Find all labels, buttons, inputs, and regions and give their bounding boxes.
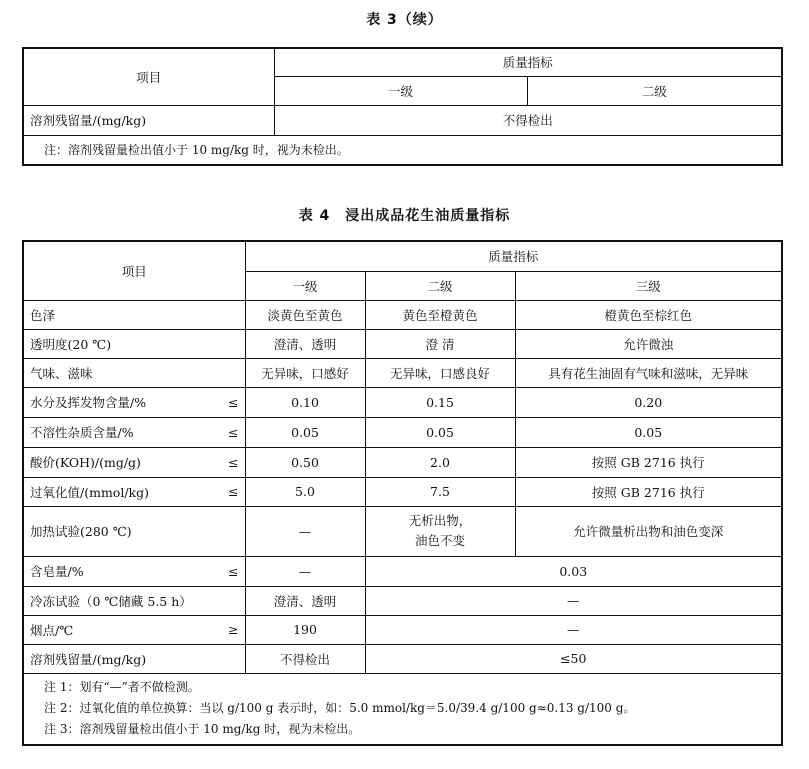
table-row	[23, 300, 782, 329]
ge-symbol: ≥	[228, 622, 239, 637]
row-cell: 不得检出	[245, 644, 365, 673]
table3-header-grade1: 一级	[274, 76, 527, 105]
row-cell	[365, 506, 515, 556]
row-cell: 0.05	[245, 417, 365, 447]
row-cell: 具有花生油固有气味和滋味，无异味	[515, 358, 782, 387]
row-cell: 0.05	[515, 417, 782, 447]
row-cell: 澄清、透明	[245, 329, 365, 358]
table4-header-grade2: 二级	[365, 271, 515, 300]
row-cell: 澄清、透明	[245, 586, 365, 615]
le-symbol: ≤	[228, 563, 239, 579]
le-symbol: ≤	[228, 484, 239, 499]
row-item-transparency: 透明度(20 ℃)	[30, 336, 112, 352]
row-cell: 无异味，口感好	[245, 358, 365, 387]
table-row	[23, 105, 782, 135]
table-row	[23, 615, 782, 644]
row-cell: ≤50	[365, 644, 782, 673]
row-cell: 按照 GB 2716 执行	[515, 477, 782, 506]
row-cell: —	[365, 615, 782, 644]
table3-header-item: 项目	[23, 48, 274, 105]
row-item-smoke-point: 烟点/℃	[30, 622, 74, 638]
row-cell: —	[245, 556, 365, 586]
row-item-solvent-residue: 溶剂残留量/(mg/kg)	[30, 651, 147, 667]
table3-row-item: 溶剂残留量/(mg/kg)	[23, 105, 274, 135]
table3	[22, 47, 783, 166]
row-cell: 0.05	[365, 417, 515, 447]
table4-header-grade1: 一级	[245, 271, 365, 300]
row-cell: 允许微量析出物和油色变深	[515, 506, 782, 556]
row-cell: 按照 GB 2716 执行	[515, 447, 782, 477]
table-row	[23, 417, 782, 447]
table4-header-grade3: 三级	[515, 271, 782, 300]
table4	[22, 240, 783, 746]
row-item-odor: 气味、滋味	[30, 365, 93, 381]
table3-header-grade2: 二级	[527, 76, 782, 105]
table-row	[23, 556, 782, 586]
row-cell: 黄色至橙黄色	[365, 300, 515, 329]
table-row	[23, 358, 782, 387]
table4-note-1: 注 1：划有“—”者不做检测。	[44, 680, 200, 695]
row-item-impurity: 不溶性杂质含量/%	[30, 425, 134, 440]
le-symbol: ≤	[228, 394, 239, 410]
row-item-soap: 含皂量/%	[30, 564, 84, 579]
table-row	[23, 586, 782, 615]
table4-header-item: 项目	[23, 241, 245, 300]
row-cell: 0.03	[365, 556, 782, 586]
row-cell: 允许微浊	[515, 329, 782, 358]
row-item-cold-test: 冷冻试验（0 ℃储藏 5.5 h）	[30, 593, 192, 609]
table4-note-3: 注 3：溶剂残留量检出值小于 10 mg/kg 时，视为未检出。	[44, 722, 361, 737]
row-cell: 澄 清	[365, 329, 515, 358]
row-cell: 无异味，口感良好	[365, 358, 515, 387]
row-cell: —	[365, 586, 782, 615]
row-cell: 7.5	[365, 477, 515, 506]
row-item-heating-test: 加热试验(280 ℃)	[30, 524, 132, 539]
table-row	[23, 644, 782, 673]
table3-caption: 表 3（续）	[366, 12, 443, 28]
row-cell: 0.20	[515, 387, 782, 417]
row-cell: 淡黄色至黄色	[245, 300, 365, 329]
row-item-color: 色泽	[30, 307, 56, 323]
table-row	[23, 329, 782, 358]
row-cell: 190	[245, 615, 365, 644]
row-cell: 0.50	[245, 447, 365, 477]
row-cell: 0.15	[365, 387, 515, 417]
table3-row-value: 不得检出	[274, 105, 782, 135]
row-cell: 2.0	[365, 447, 515, 477]
table4-header-quality: 质量指标	[245, 241, 782, 271]
table3-header-quality: 质量指标	[274, 48, 782, 76]
row-cell: 0.10	[245, 387, 365, 417]
row-cell-line1: 无析出物，	[408, 513, 472, 528]
row-cell-line2: 油色不变	[414, 533, 465, 548]
table-row	[23, 477, 782, 506]
table-row	[23, 506, 782, 556]
table-row	[23, 447, 782, 477]
le-symbol: ≤	[228, 424, 239, 440]
row-item-peroxide: 过氧化值/(mmol/kg)	[30, 484, 149, 500]
table4-caption: 表 4 浸出成品花生油质量指标	[298, 208, 511, 224]
table4-notes	[23, 673, 782, 745]
row-cell: 橙黄色至棕红色	[515, 300, 782, 329]
row-item-acid-value: 酸价(KOH)/(mg/g)	[30, 455, 141, 470]
table3-note: 注：溶剂残留量检出值小于 10 mg/kg 时，视为未检出。	[23, 135, 782, 165]
le-symbol: ≤	[228, 454, 239, 470]
table-row	[23, 387, 782, 417]
table4-note-2: 注 2：过氧化值的单位换算：当以 g/100 g 表示时，如：5.0 mmol/kg＝5.0/39.4 g/100 g≈0.13 g/100 g。	[44, 701, 636, 716]
row-item-moisture: 水分及挥发物含量/%	[30, 395, 147, 410]
row-cell: —	[245, 506, 365, 556]
row-cell: 5.0	[245, 477, 365, 506]
